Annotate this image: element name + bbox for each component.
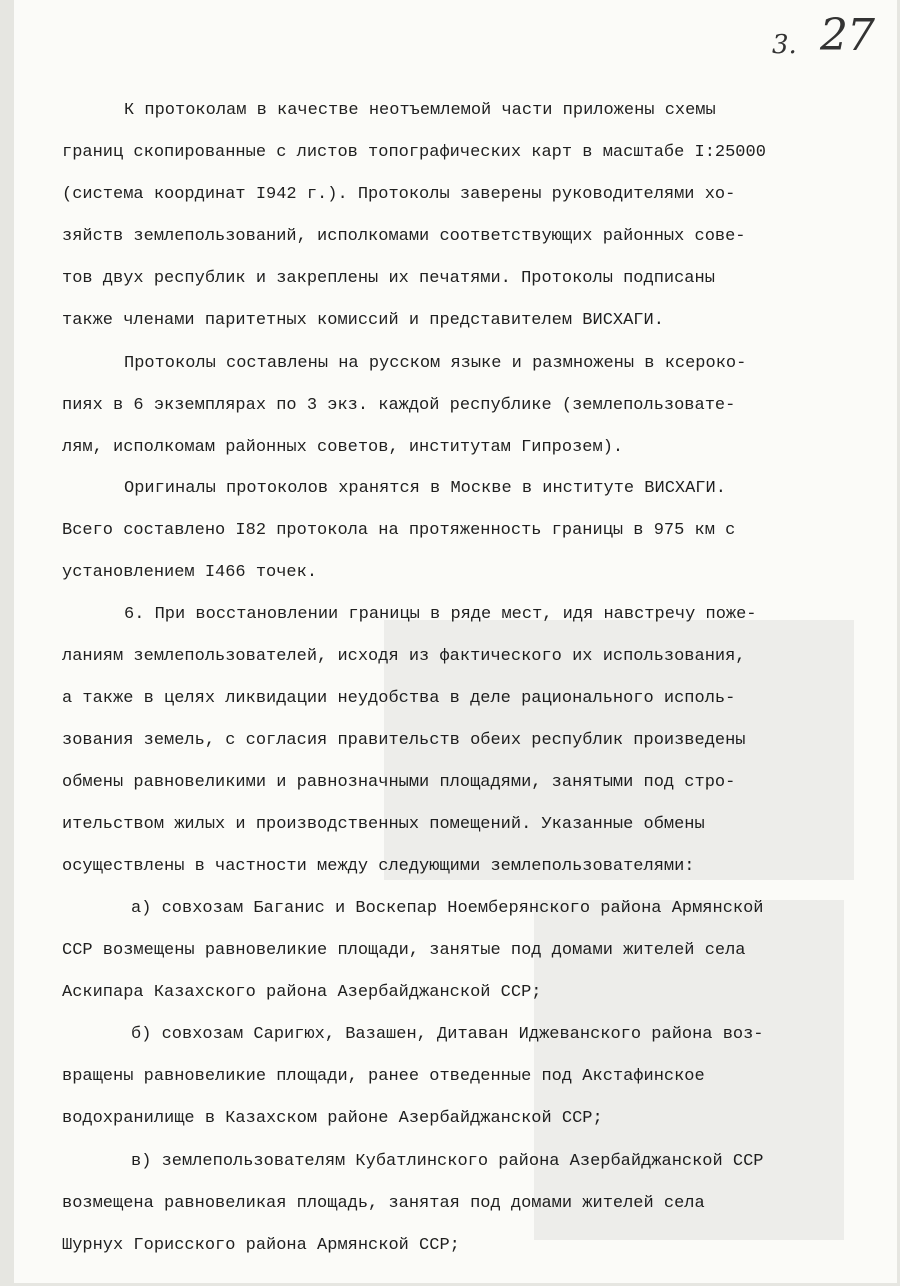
text-line-22: Аскипара Казахского района Азербайджанской ССР; [62, 983, 542, 1002]
text-line-6: также членами паритетных комиссий и представителем ВИСХАГИ. [62, 311, 664, 330]
text-line-2: границ скопированные с листов топографических карт в масштабе I:25000 [62, 143, 766, 162]
text-line-23: б) совхозам Саригюх, Вазашен, Дитаван Иджеванского района воз- [131, 1025, 764, 1044]
text-line-27: возмещена равновеликая площадь, занятая под домами жителей села [62, 1194, 705, 1213]
text-line-12: установлением I466 точек. [62, 563, 318, 582]
text-line-15: а также в целях ликвидации неудобства в деле рационального исполь- [62, 689, 736, 708]
text-line-14: ланиям землепользователей, исходя из фактического их использования, [62, 647, 746, 666]
text-line-11: Всего составлено I82 протокола на протяженность границы в 975 км с [62, 521, 736, 540]
text-line-19: осуществлены в частности между следующими землепользователями: [62, 857, 695, 876]
text-line-18: ительством жилых и производственных помещений. Указанные обмены [62, 815, 705, 834]
text-line-17: обмены равновеликими и равнозначными площадями, занятыми под стро- [62, 773, 736, 792]
text-line-13: 6. При восстановлении границы в ряде мест, идя навстречу поже- [124, 605, 757, 624]
page-number-prefix: 3. [772, 30, 797, 60]
text-line-7: Протоколы составлены на русском языке и размножены в ксероко- [124, 354, 747, 373]
text-line-9: лям, исполкомам районных советов, институтам Гипрозем). [62, 438, 624, 457]
text-line-5: тов двух республик и закреплены их печатями. Протоколы подписаны [62, 269, 715, 288]
page-number-main: 27 [820, 10, 874, 61]
text-line-21: ССР возмещены равновеликие площади, занятые под домами жителей села [62, 941, 746, 960]
text-line-16: зования земель, с согласия правительств обеих республик произведены [62, 731, 746, 750]
text-line-24: вращены равновеликие площади, ранее отведенные под Акстафинское [62, 1067, 705, 1086]
text-line-10: Оригиналы протоколов хранятся в Москве в институте ВИСХАГИ. [124, 479, 726, 498]
text-line-28: Шурнух Горисского района Армянской ССР; [62, 1236, 460, 1255]
text-line-3: (система координат I942 г.). Протоколы заверены руководителями хо- [62, 185, 736, 204]
text-line-8: пиях в 6 экземплярах по 3 экз. каждой республике (землепользовате- [62, 396, 736, 415]
text-line-1: К протоколам в качестве неотъемлемой части приложены схемы [124, 101, 716, 120]
text-line-4: зяйств землепользований, исполкомами соответствующих районных сове- [62, 227, 746, 246]
document-body [14, 0, 900, 1286]
text-line-26: в) землепользователям Кубатлинского района Азербайджанской ССР [131, 1152, 764, 1171]
text-line-20: а) совхозам Баганис и Воскепар Ноемберянского района Армянской [131, 899, 764, 918]
text-line-25: водохранилище в Казахском районе Азербайджанской ССР; [62, 1109, 603, 1128]
